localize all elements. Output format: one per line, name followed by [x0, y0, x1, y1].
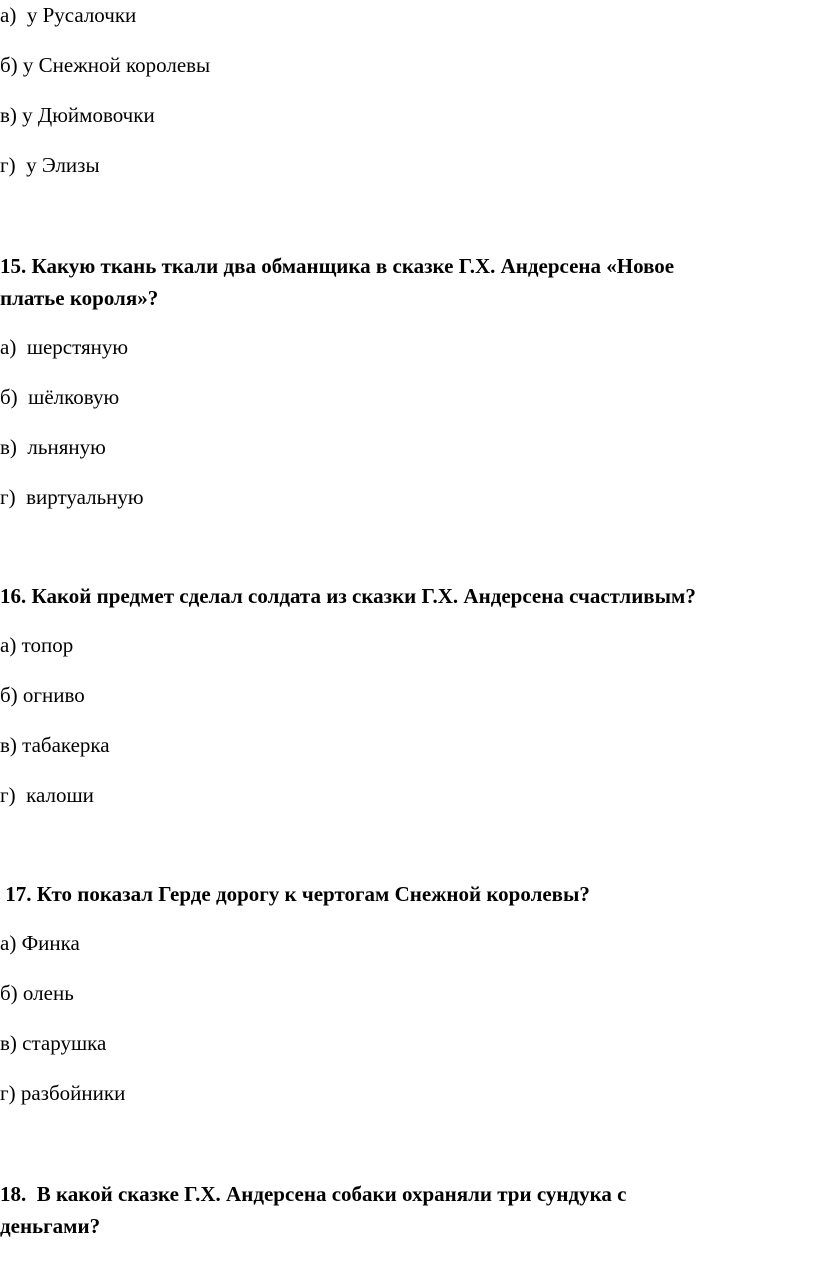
option-a-rusalochka: а) у Русалочки: [0, 3, 137, 27]
option-v-thumbelina: в) у Дюймовочки: [0, 103, 155, 127]
question-17-option-b: б) олень: [0, 981, 74, 1005]
question-16-title: 16. Какой предмет сделал солдата из сказки Г.Х. Андерсена счастливым?: [0, 584, 696, 608]
option-g-eliza: г) у Элизы: [0, 153, 100, 177]
question-17-title: 17. Кто показал Герде дорогу к чертогам Снежной королевы?: [0, 882, 590, 906]
question-17-option-v: в) старушка: [0, 1031, 107, 1055]
question-15-option-a: а) шерстяную: [0, 335, 129, 359]
question-16-option-a: а) топор: [0, 633, 74, 657]
question-15-title-line2: платье короля»?: [0, 286, 159, 310]
question-15-option-g: г) виртуальную: [0, 485, 144, 509]
question-16-option-b: б) огниво: [0, 683, 85, 707]
question-18-title-line2: деньгами?: [0, 1214, 101, 1238]
question-16-option-g: г) калоши: [0, 783, 94, 807]
question-17-option-g: г) разбойники: [0, 1081, 126, 1105]
question-18-title-line1: 18. В какой сказке Г.Х. Андерсена собаки охраняли три сундука с: [0, 1182, 627, 1206]
question-15-option-v: в) льняную: [0, 435, 106, 459]
option-b-snow-queen: б) у Снежной королевы: [0, 53, 211, 77]
question-15-title-line1: 15. Какую ткань ткали два обманщика в сказке Г.Х. Андерсена «Новое: [0, 254, 675, 278]
question-16-option-v: в) табакерка: [0, 733, 110, 757]
question-15-option-b: б) шёлковую: [0, 385, 120, 409]
question-17-option-a: а) Финка: [0, 931, 80, 955]
